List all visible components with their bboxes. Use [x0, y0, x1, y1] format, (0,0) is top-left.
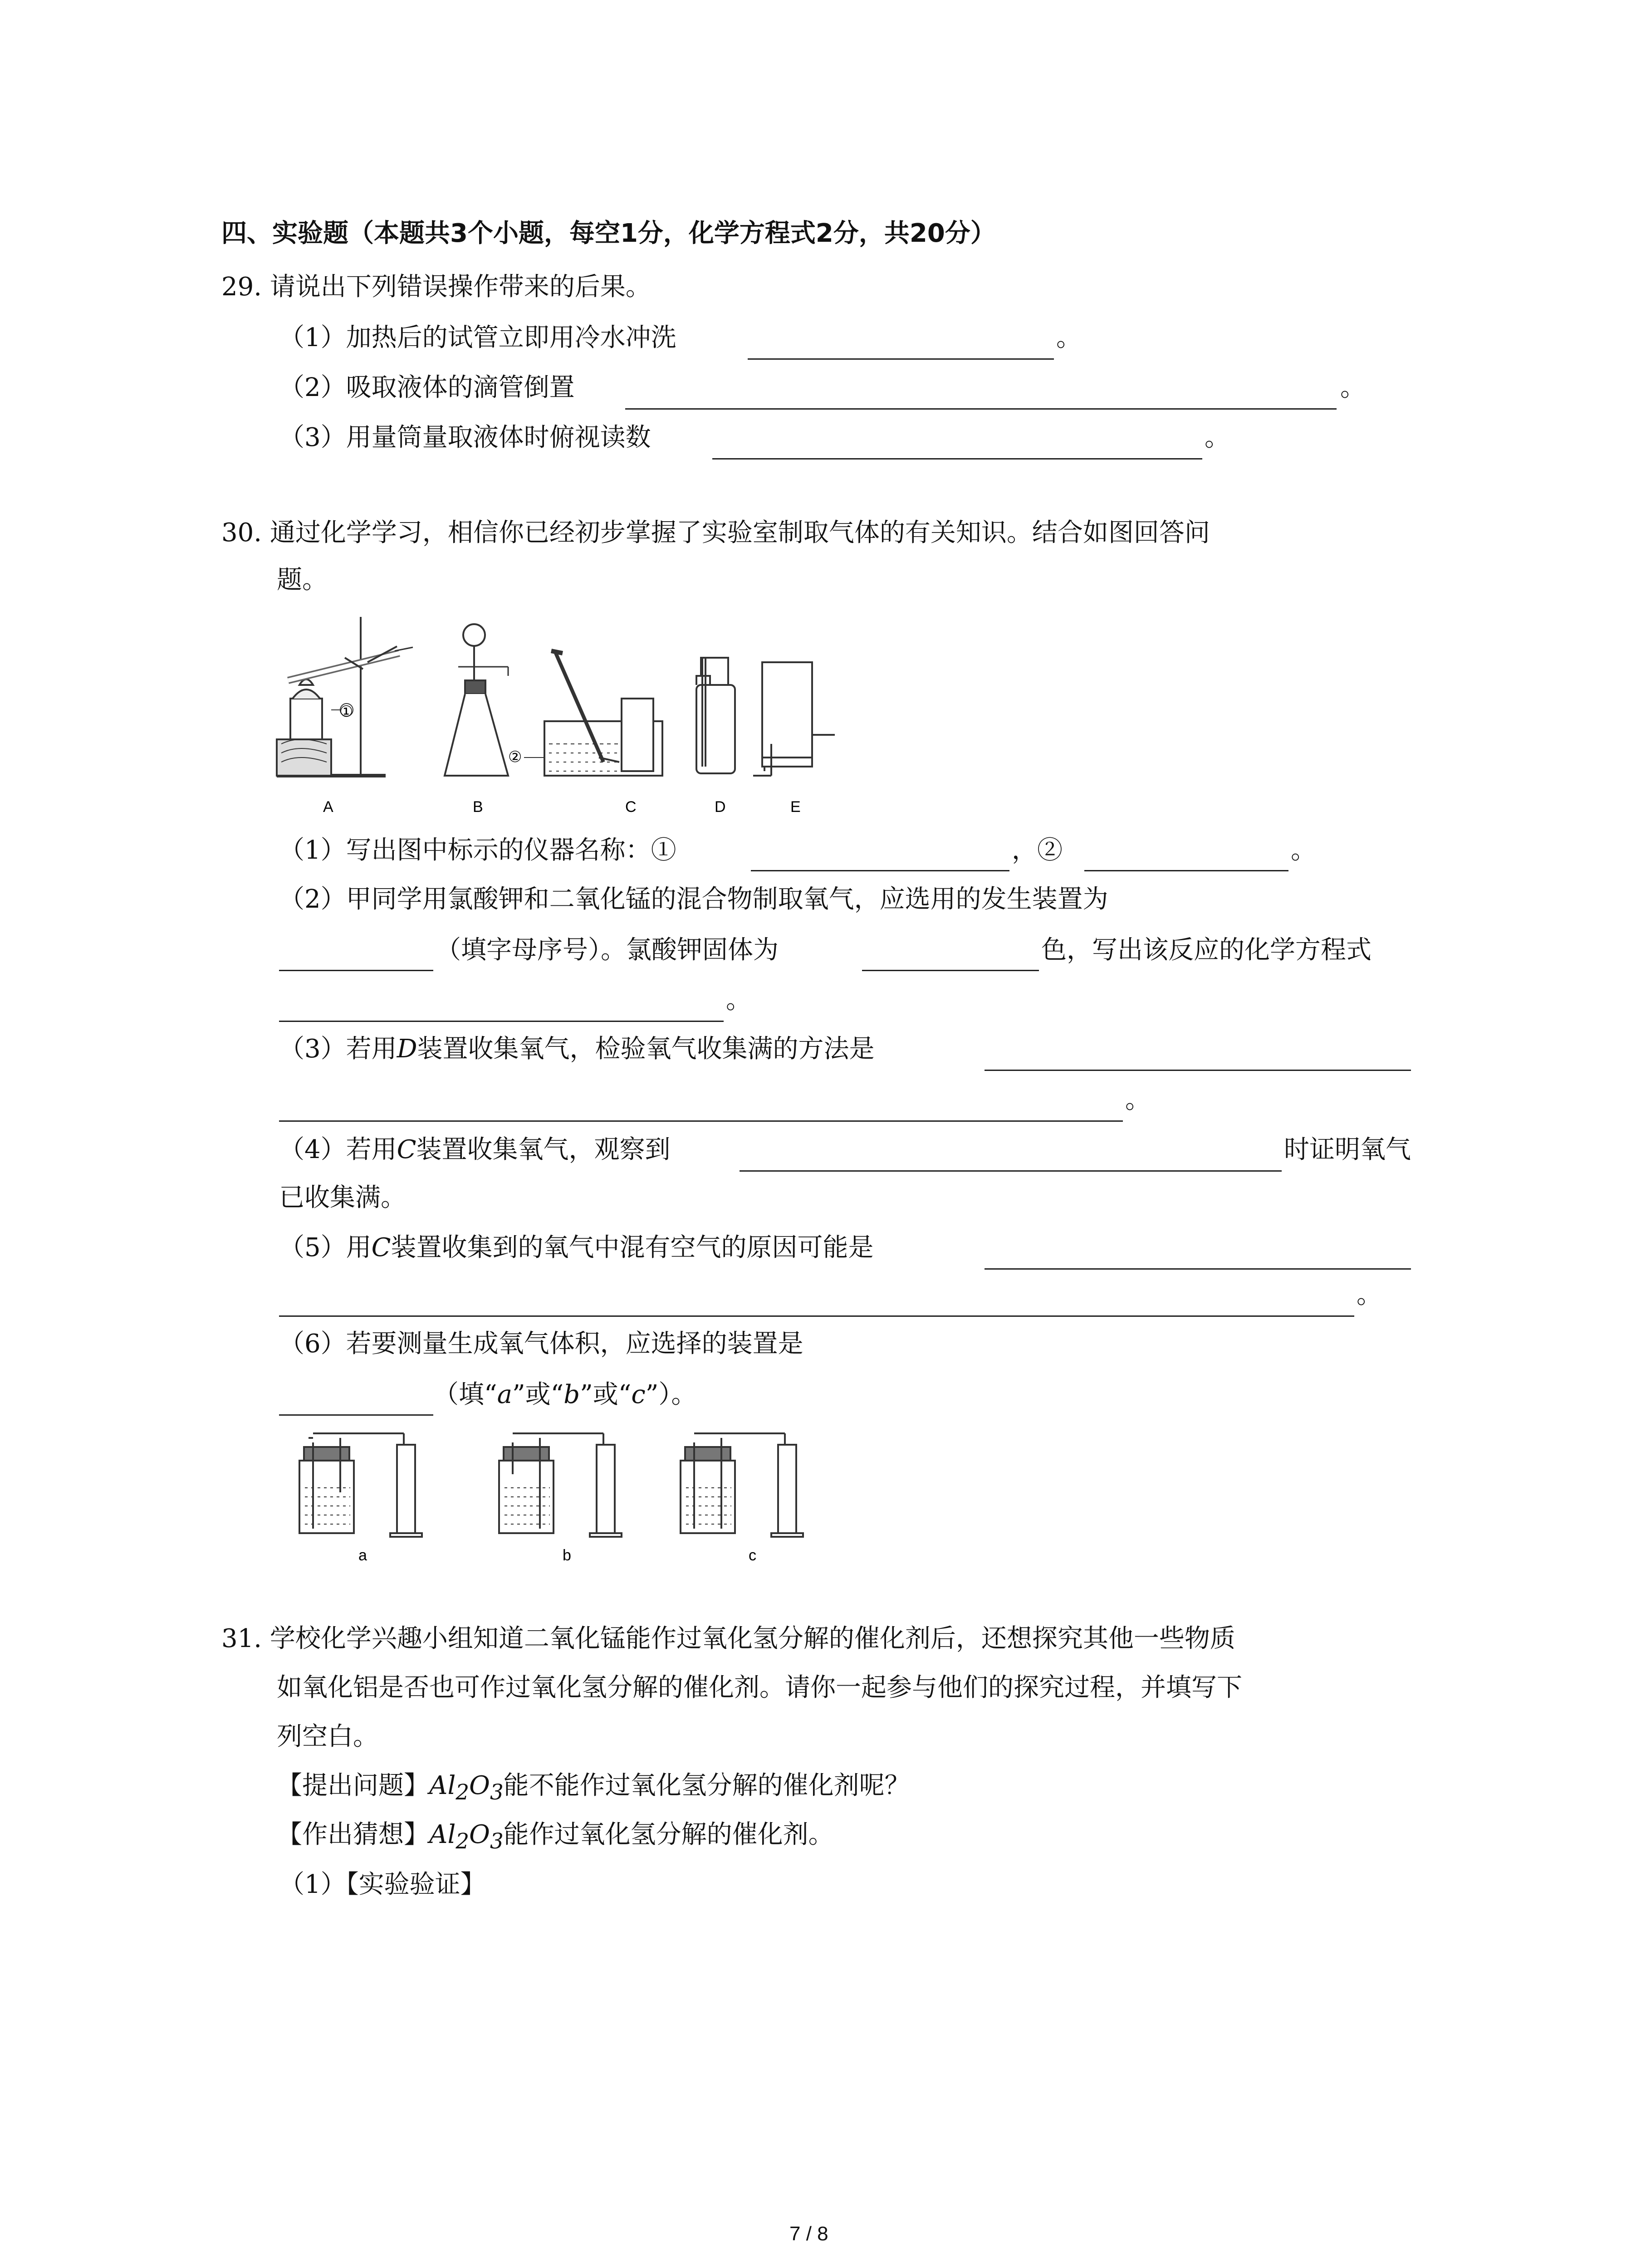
q30-p3-post: 装置收集氧气，检验氧气收集满的方法是: [417, 1034, 875, 1064]
q30-p4-post: 装置收集氧气，观察到: [416, 1135, 671, 1164]
q30-p1-end: 。: [1291, 836, 1316, 865]
marker-2: ②: [508, 748, 522, 766]
q30-blank-3a[interactable]: [985, 1070, 1411, 1071]
q31-guess-text: 能作过氧化氢分解的催化剂。: [503, 1820, 834, 1849]
label-C: C: [625, 798, 637, 816]
measurement-figure: [277, 1420, 848, 1569]
label-b: b: [563, 1547, 571, 1564]
q30-stem-line1: 30. 通过化学学习，相信你已经初步掌握了实验室制取气体的有关知识。结合如图回答问: [221, 518, 1210, 547]
q30-p3-end: 。: [1125, 1085, 1151, 1114]
q31-guess: [277, 1819, 834, 1857]
label-c: c: [749, 1547, 756, 1564]
label-D: D: [715, 798, 726, 816]
q31-line1: 31. 学校化学兴趣小组知道二氧化锰能作过氧化氢分解的催化剂后，还想探究其他一些物质: [221, 1624, 1235, 1653]
q30-p6-fill: （填“: [433, 1380, 497, 1409]
q30-p2-line2b: 色，写出该反应的化学方程式: [1041, 935, 1372, 965]
q30-p3: [279, 1033, 875, 1065]
page-number: 7 / 8: [789, 2223, 828, 2245]
formula-al2o3-2: $Al_2O_3$: [429, 1820, 504, 1854]
q30-p1: （1）写出图中标示的仪器名称：①: [279, 836, 676, 865]
formula-al2o3: $Al_2O_3$: [429, 1771, 504, 1805]
label-A: A: [323, 798, 333, 816]
q29-end1: 。: [1056, 323, 1082, 352]
q29-item1: （1）加热后的试管立即用冷水冲洗: [279, 323, 676, 352]
apparatus-figure: [272, 608, 853, 821]
q30-p2-end: 。: [726, 985, 751, 1015]
q30-blank-5a[interactable]: [985, 1268, 1411, 1270]
apparatus-E: [753, 662, 835, 776]
q31-line3: 列空白。: [277, 1722, 378, 1751]
q30-p3-pre: （3）若用: [279, 1034, 397, 1064]
q30-blank-6[interactable]: [279, 1414, 433, 1416]
q30-p4-tail: 时证明氧气: [1284, 1135, 1411, 1164]
q29-stem: 29. 请说出下列错误操作带来的后果。: [221, 272, 651, 302]
label-B: B: [473, 798, 483, 816]
apparatus-b: [499, 1433, 622, 1537]
q29-end3: 。: [1205, 423, 1230, 452]
q29-end2: 。: [1340, 373, 1366, 402]
q30-p6-c: c: [631, 1380, 646, 1409]
q30-p5: [279, 1232, 874, 1264]
q30-p5-end: 。: [1357, 1280, 1382, 1310]
apparatus-c: [681, 1433, 803, 1537]
q30-p5-pre: （5）用: [279, 1233, 372, 1262]
section-heading: 四、实验题（本题共3个小题，每空1分，化学方程式2分，共20分）: [221, 219, 996, 248]
apparatus-C: [524, 651, 662, 776]
q29-blank2[interactable]: [625, 408, 1337, 410]
q30-p5-C: C: [371, 1233, 391, 1262]
q30-blank-2c[interactable]: [279, 1021, 724, 1022]
q30-blank-2b[interactable]: [862, 970, 1039, 971]
label-E: E: [790, 798, 801, 816]
q30-p4-C: C: [397, 1135, 416, 1164]
q30-blank-1a[interactable]: [751, 870, 1009, 871]
q30-p6-b: b: [563, 1380, 580, 1409]
q29-item3: （3）用量筒量取液体时俯视读数: [279, 423, 651, 452]
q30-p2-line2a: （填字母序号）。氯酸钾固体为: [436, 935, 779, 965]
q30-blank-1b[interactable]: [1084, 870, 1288, 871]
q31-ask-text: 能不能作过氧化氢分解的催化剂呢？: [503, 1771, 910, 1800]
q30-p6-a: a: [497, 1380, 513, 1409]
label-a: a: [358, 1547, 367, 1564]
q29-item2: （2）吸取液体的滴管倒置: [279, 373, 575, 402]
q30-p6-line1: （6）若要测量生成氧气体积，应选择的装置是: [279, 1329, 803, 1359]
q30-blank-4[interactable]: [740, 1170, 1282, 1172]
apparatus-a: [299, 1433, 422, 1537]
marker-1: ①: [339, 703, 353, 720]
q30-blank-3b[interactable]: [279, 1120, 1123, 1122]
q29-blank1[interactable]: [748, 358, 1054, 360]
q31-guess-label: 【作出猜想】: [277, 1820, 429, 1849]
apparatus-D: [696, 658, 735, 773]
q30-blank-2a[interactable]: [279, 970, 433, 971]
q31-ask-label: 【提出问题】: [277, 1771, 429, 1800]
q29-blank3[interactable]: [712, 458, 1202, 459]
apparatus-A: [277, 617, 413, 776]
q30-p6-or1: ”或“: [512, 1380, 564, 1409]
q30-p4-line2: 已收集满。: [279, 1183, 406, 1212]
q30-p3-D: D: [397, 1034, 417, 1064]
q30-p6-close: ”）。: [645, 1380, 697, 1409]
q31-verify: （1）【实验验证】: [279, 1870, 486, 1899]
q31-line2: 如氧化铝是否也可作过氧化氢分解的催化剂。请你一起参与他们的探究过程，并填写下: [277, 1673, 1242, 1702]
q30-p5-post: 装置收集到的氧气中混有空气的原因可能是: [391, 1233, 874, 1262]
q30-blank-5b[interactable]: [279, 1315, 1354, 1317]
q30-stem-line2: 题。: [277, 565, 328, 595]
q30-p4: [279, 1134, 671, 1166]
q30-p2-line1: （2）甲同学用氯酸钾和二氧化锰的混合物制取氧气，应选用的发生装置为: [279, 885, 1108, 914]
q30-p1-comma: ，②: [1012, 836, 1063, 865]
q30-p6-or2: ”或“: [580, 1380, 632, 1409]
q30-p6-line2: [433, 1379, 696, 1411]
q31-ask: [277, 1770, 910, 1809]
q30-p4-pre: （4）若用: [279, 1135, 397, 1164]
apparatus-B: [445, 624, 508, 776]
